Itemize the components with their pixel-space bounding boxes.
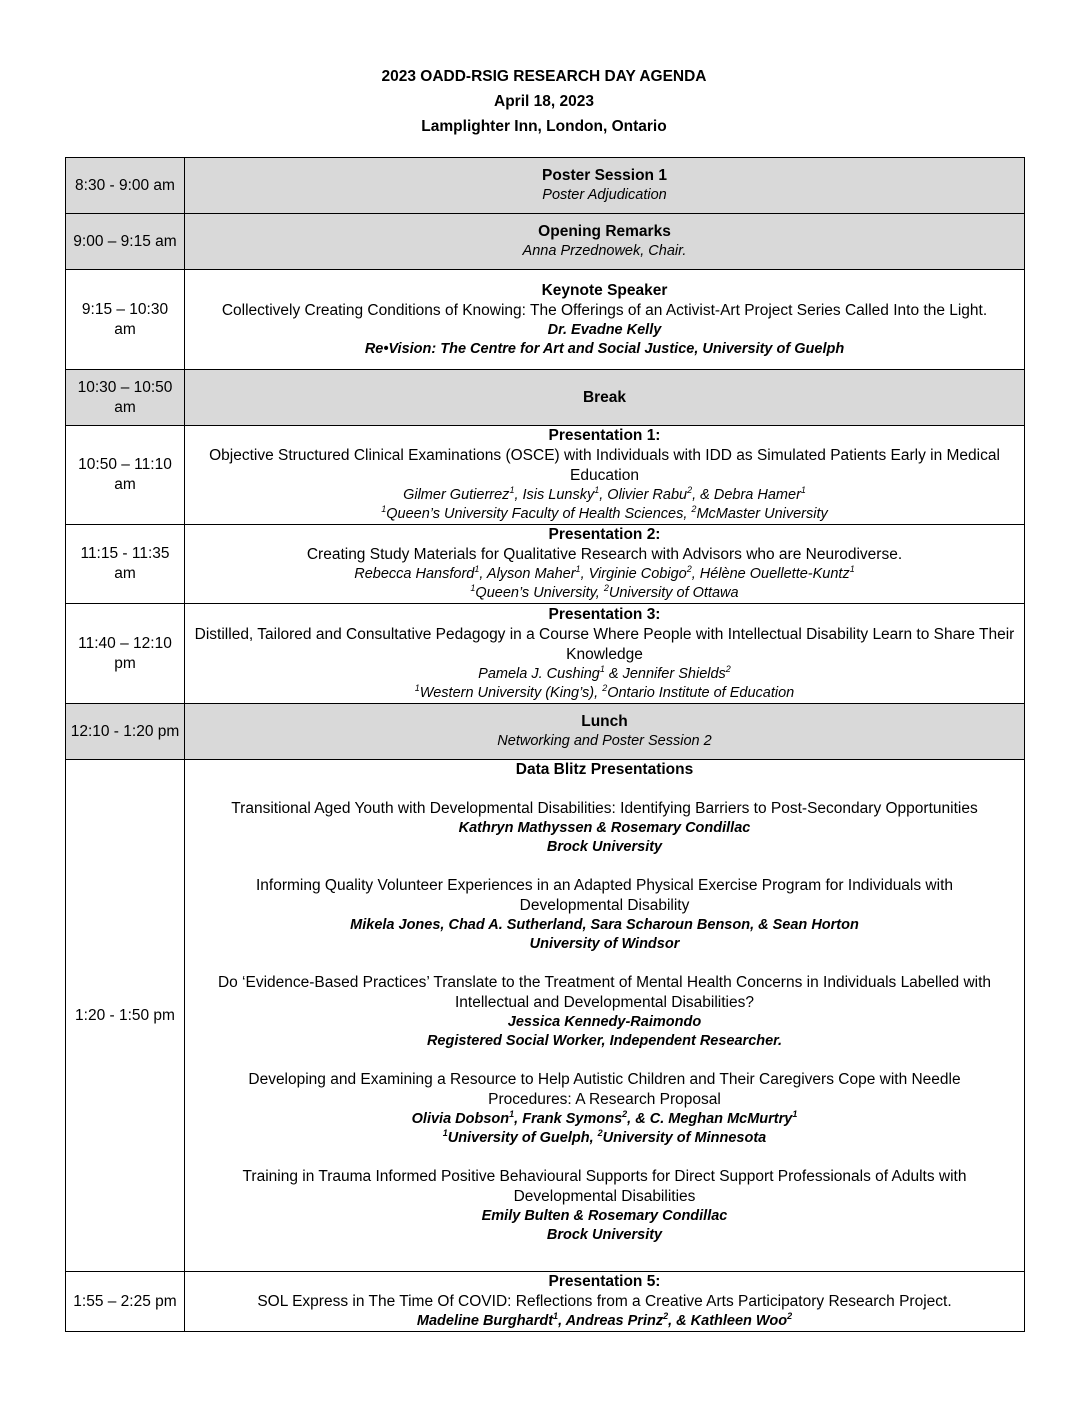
affil-text: University of Minnesota — [602, 1130, 767, 1146]
authors: Jessica Kennedy-Raimondo — [507, 1014, 702, 1030]
affil-sup: 1 — [442, 1128, 448, 1139]
session-subtitle: Poster Adjudication — [542, 187, 667, 203]
author-sup: 1 — [599, 663, 605, 674]
affiliations — [189, 505, 1020, 524]
affiliations: University of Windsor — [529, 936, 680, 952]
session-title: Presentation 1: — [548, 427, 661, 444]
author-sup: 1 — [509, 1109, 515, 1120]
author-text: Olivia Dobson — [411, 1111, 510, 1127]
agenda-row-presentation-1 — [66, 426, 1025, 525]
authors — [189, 565, 1020, 584]
authors — [189, 1110, 1020, 1129]
blitz-item — [189, 1070, 1020, 1148]
session-title: Keynote Speaker — [541, 281, 668, 299]
affil-text: Queen’s University, — [475, 585, 604, 601]
author-sup: 2 — [663, 1311, 669, 1322]
author-text: & Jennifer Shields — [604, 665, 726, 682]
author-text: Gilmer Gutierrez — [403, 487, 510, 503]
author-text: , Olivier Rabu — [599, 487, 688, 503]
author-text: Rebecca Hansford — [354, 566, 475, 582]
time-cell: 11:40 – 12:10 pm — [66, 604, 185, 704]
talk-title: Developing and Examining a Resource to Help Autistic Children and Their Caregivers Cope with Needle Procedures: A Research Proposal — [248, 1071, 961, 1108]
talk-title: Objective Structured Clinical Examinations (OSCE) with Individuals with IDD as Simulated Patients Early in Medical Education — [209, 447, 1000, 484]
author-sup: 1 — [800, 485, 806, 496]
author-sup: 1 — [474, 564, 480, 575]
author-text: , & C. Meghan McMurtry — [627, 1111, 793, 1127]
talk-title: SOL Express in The Time Of COVID: Reflections from a Creative Arts Participatory Research Project. — [257, 1293, 952, 1310]
affil-sup: 1 — [414, 682, 420, 693]
author-sup: 1 — [553, 1311, 559, 1322]
author-text: , Frank Symons — [514, 1111, 623, 1127]
affil-sup: 1 — [470, 583, 476, 594]
talk-title: Training in Trauma Informed Positive Behavioural Supports for Direct Support Professionals of Adults with Developmental Disabilities — [242, 1168, 967, 1205]
blitz-item — [189, 973, 1020, 1051]
agenda-title: 2023 OADD-RSIG RESEARCH DAY AGENDA — [381, 68, 707, 85]
time-cell: 11:15 - 11:35 am — [66, 525, 185, 604]
session-title: Presentation 2: — [548, 526, 661, 543]
talk-title: Transitional Aged Youth with Developmental Disabilities: Identifying Barriers to Post-Secondary Opportunities — [231, 800, 978, 817]
content-cell — [185, 214, 1025, 270]
author-sup: 1 — [575, 564, 581, 575]
content-cell — [185, 760, 1025, 1272]
time-cell: 10:30 – 10:50 am — [66, 370, 185, 426]
affiliations — [189, 584, 1020, 603]
author-sup: 2 — [725, 663, 731, 674]
session-title: Lunch — [581, 713, 628, 730]
content-cell — [185, 604, 1025, 704]
speaker-name: Dr. Evadne Kelly — [547, 321, 662, 338]
time-cell: 10:50 – 11:10 am — [66, 426, 185, 525]
affil-text: University of Guelph, — [447, 1130, 598, 1146]
author-text: , & Kathleen Woo — [668, 1313, 788, 1329]
author-sup: 2 — [686, 564, 692, 575]
agenda-row-presentation-3 — [66, 604, 1025, 704]
affil-text: McMaster University — [696, 506, 828, 522]
author-sup: 2 — [787, 1311, 793, 1322]
talk-title: Distilled, Tailored and Consultative Pedagogy in a Course Where People with Intellectual Disability Learn to Share Their Knowledge — [194, 625, 1015, 663]
agenda-table — [65, 157, 1025, 1332]
author-text: , Virginie Cobigo — [580, 566, 687, 582]
time-cell: 9:00 – 9:15 am — [66, 214, 185, 270]
authors: Kathryn Mathyssen & Rosemary Condillac — [458, 820, 751, 836]
blitz-item — [189, 876, 1020, 954]
speaker-affiliation: Re•Vision: The Centre for Art and Social Justice, University of Guelph — [364, 340, 845, 357]
agenda-row-poster-session-1 — [66, 158, 1025, 214]
agenda-row-opening-remarks — [66, 214, 1025, 270]
content-cell — [185, 704, 1025, 760]
author-text: , Andreas Prinz — [558, 1313, 664, 1329]
author-sup: 1 — [849, 564, 855, 575]
time-cell: 1:55 – 2:25 pm — [66, 1272, 185, 1332]
session-title: Opening Remarks — [538, 223, 671, 240]
content-cell — [185, 370, 1025, 426]
authors: Mikela Jones, Chad A. Sutherland, Sara Scharoun Benson, & Sean Horton — [350, 917, 859, 933]
agenda-header — [0, 64, 1088, 139]
session-title: Break — [582, 388, 627, 406]
agenda-row-presentation-2 — [66, 525, 1025, 604]
author-text: , & Debra Hamer — [692, 487, 801, 503]
author-text: , Alyson Maher — [479, 566, 576, 582]
time-cell: 9:15 – 10:30 am — [66, 270, 185, 370]
authors — [189, 665, 1020, 684]
talk-title: Creating Study Materials for Qualitative Research with Advisors who are Neurodiverse. — [306, 546, 903, 563]
session-subtitle: Anna Przednowek, Chair. — [522, 243, 687, 259]
affil-sup: 2 — [691, 504, 697, 515]
author-sup: 2 — [622, 1109, 628, 1120]
author-text: , Isis Lunsky — [514, 487, 595, 503]
session-subtitle: Networking and Poster Session 2 — [497, 733, 712, 749]
author-sup: 1 — [792, 1109, 798, 1120]
affiliations: Brock University — [546, 1227, 663, 1243]
blitz-item — [189, 1167, 1020, 1245]
time-cell: 12:10 - 1:20 pm — [66, 704, 185, 760]
author-sup: 2 — [687, 485, 693, 496]
agenda-row-lunch — [66, 704, 1025, 760]
affil-sup: 1 — [381, 504, 387, 515]
affil-sup: 2 — [597, 1128, 603, 1139]
content-cell — [185, 525, 1025, 604]
content-cell — [185, 158, 1025, 214]
agenda-date: April 18, 2023 — [494, 93, 594, 110]
blitz-item — [189, 799, 1020, 857]
author-sup: 1 — [509, 485, 515, 496]
authors: Emily Bulten & Rosemary Condillac — [481, 1208, 728, 1224]
affil-text: Ontario Institute of Education — [607, 684, 795, 701]
agenda-venue: Lamplighter Inn, London, Ontario — [421, 118, 667, 135]
author-text: , Hélène Ouellette-Kuntz — [691, 566, 850, 582]
author-text: Madeline Burghardt — [416, 1313, 554, 1329]
affil-text: Queen’s University Faculty of Health Sciences, — [386, 506, 692, 522]
session-title: Presentation 3: — [548, 605, 661, 623]
affiliations — [189, 1129, 1020, 1148]
author-sup: 1 — [594, 485, 600, 496]
authors — [189, 1312, 1020, 1331]
agenda-row-keynote — [66, 270, 1025, 370]
affiliations — [189, 684, 1020, 703]
affil-sup: 2 — [602, 682, 608, 693]
affiliations: Registered Social Worker, Independent Researcher. — [426, 1033, 783, 1049]
agenda-row-break — [66, 370, 1025, 426]
affil-sup: 2 — [603, 583, 609, 594]
affil-text: University of Ottawa — [608, 585, 739, 601]
agenda-row-data-blitz — [66, 760, 1025, 1272]
session-title: Poster Session 1 — [542, 167, 667, 184]
content-cell — [185, 270, 1025, 370]
talk-title: Do ‘Evidence-Based Practices’ Translate to the Treatment of Mental Health Concerns in Individuals Labelled with Intellectual and Developmental Disabilities? — [217, 974, 992, 1011]
time-cell: 8:30 - 9:00 am — [66, 158, 185, 214]
authors — [189, 486, 1020, 505]
time-cell: 1:20 - 1:50 pm — [66, 760, 185, 1272]
author-text: Pamela J. Cushing — [478, 665, 600, 682]
content-cell — [185, 426, 1025, 525]
talk-title: Informing Quality Volunteer Experiences in an Adapted Physical Exercise Program for Individuals with Developmental Disability — [256, 877, 953, 914]
affil-text: Western University (King’s), — [419, 684, 603, 701]
session-title: Data Blitz Presentations — [515, 761, 694, 778]
agenda-row-presentation-5 — [66, 1272, 1025, 1332]
talk-title: Collectively Creating Conditions of Knowing: The Offerings of an Activist-Art Project Series Called Into the Light. — [221, 301, 988, 319]
affiliations: Brock University — [546, 839, 663, 855]
session-title: Presentation 5: — [548, 1273, 661, 1290]
content-cell — [185, 1272, 1025, 1332]
